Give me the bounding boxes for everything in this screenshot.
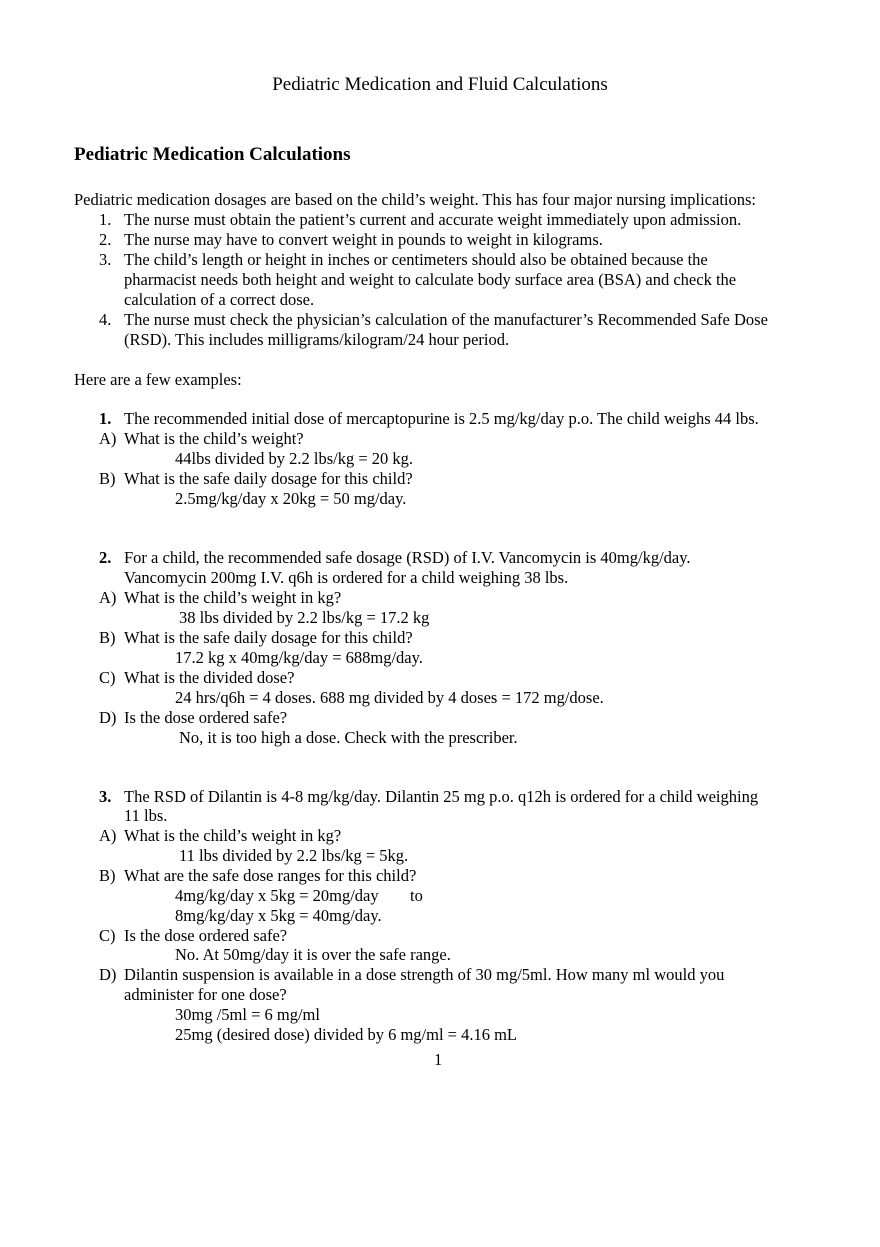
list-item: The nurse must obtain the patient’s current and accurate weight immediately upon admission. [124,210,742,229]
answer-text: 44lbs divided by 2.2 lbs/kg = 20 kg. [175,449,414,468]
answer-text: 2.5mg/kg/day x 20kg = 50 mg/day. [175,489,407,508]
question-text: Is the dose ordered safe? [124,708,288,727]
answer-text: 17.2 kg x 40mg/kg/day = 688mg/day. [175,648,423,667]
question-label: D) [99,965,117,984]
answer-text: 11 lbs divided by 2.2 lbs/kg = 5kg. [179,846,409,865]
answer-text: 25mg (desired dose) divided by 6 mg/ml = 4.16 mL [175,1025,518,1044]
example-stem-continued: Vancomycin 200mg I.V. q6h is ordered for a child weighing 38 lbs. [124,568,569,587]
answer-text: 4mg/kg/day x 5kg = 20mg/day [175,886,379,905]
question-label: D) [99,708,117,727]
question-label: A) [99,588,117,607]
list-number: 2. [99,230,112,249]
list-item-continued: pharmacist needs both height and weight to calculate body surface area (BSA) and check the [124,270,737,289]
question-text: What is the child’s weight? [124,429,304,448]
example-number: 3. [99,787,112,806]
question-label: A) [99,826,117,845]
answer-text: No, it is too high a dose. Check with the prescriber. [179,728,518,747]
answer-range-to: to [410,886,423,905]
example-stem: For a child, the recommended safe dosage (RSD) of I.V. Vancomycin is 40mg/kg/day. [124,548,691,567]
question-text: What is the divided dose? [124,668,295,687]
question-text: What is the safe daily dosage for this child? [124,469,413,488]
question-text: What is the child’s weight in kg? [124,588,342,607]
question-label: C) [99,668,116,687]
answer-text: 24 hrs/q6h = 4 doses. 688 mg divided by 4 doses = 172 mg/dose. [175,688,604,707]
question-label: C) [99,926,116,945]
list-number: 3. [99,250,112,269]
question-text: Dilantin suspension is available in a dose strength of 30 mg/5ml. How many ml would you [124,965,725,984]
example-number: 2. [99,548,112,567]
list-item: The nurse may have to convert weight in pounds to weight in kilograms. [124,230,603,249]
section-heading: Pediatric Medication Calculations [74,144,351,165]
question-text: Is the dose ordered safe? [124,926,288,945]
answer-text: 30mg /5ml = 6 mg/ml [175,1005,320,1024]
list-item-continued: (RSD). This includes milligrams/kilogram/24 hour period. [124,330,510,349]
answer-text: No. At 50mg/day it is over the safe range. [175,945,451,964]
question-text: What is the safe daily dosage for this child? [124,628,413,647]
example-stem: The RSD of Dilantin is 4-8 mg/kg/day. Dilantin 25 mg p.o. q12h is ordered for a child weighing [124,787,759,806]
list-item: The child’s length or height in inches or centimeters should also be obtained because the [124,250,708,269]
answer-text: 8mg/kg/day x 5kg = 40mg/day. [175,906,382,925]
example-stem-continued: 11 lbs. [124,806,168,825]
document-title: Pediatric Medication and Fluid Calculations [272,74,608,95]
question-label: B) [99,866,116,885]
question-label: B) [99,628,116,647]
example-number: 1. [99,409,112,428]
question-label: B) [99,469,116,488]
question-label: A) [99,429,117,448]
examples-intro: Here are a few examples: [74,370,242,389]
page-number: 1 [434,1050,443,1069]
intro-paragraph: Pediatric medication dosages are based on the child’s weight. This has four major nursing implications: [74,190,757,209]
example-stem: The recommended initial dose of mercaptopurine is 2.5 mg/kg/day p.o. The child weighs 44 lbs. [124,409,759,428]
question-text-continued: administer for one dose? [124,985,287,1004]
list-item-continued: calculation of a correct dose. [124,290,315,309]
list-number: 1. [99,210,112,229]
question-text: What is the child’s weight in kg? [124,826,342,845]
list-number: 4. [99,310,112,329]
list-item: The nurse must check the physician’s calculation of the manufacturer’s Recommended Safe Dose [124,310,768,329]
question-text: What are the safe dose ranges for this child? [124,866,417,885]
answer-text: 38 lbs divided by 2.2 lbs/kg = 17.2 kg [179,608,430,627]
